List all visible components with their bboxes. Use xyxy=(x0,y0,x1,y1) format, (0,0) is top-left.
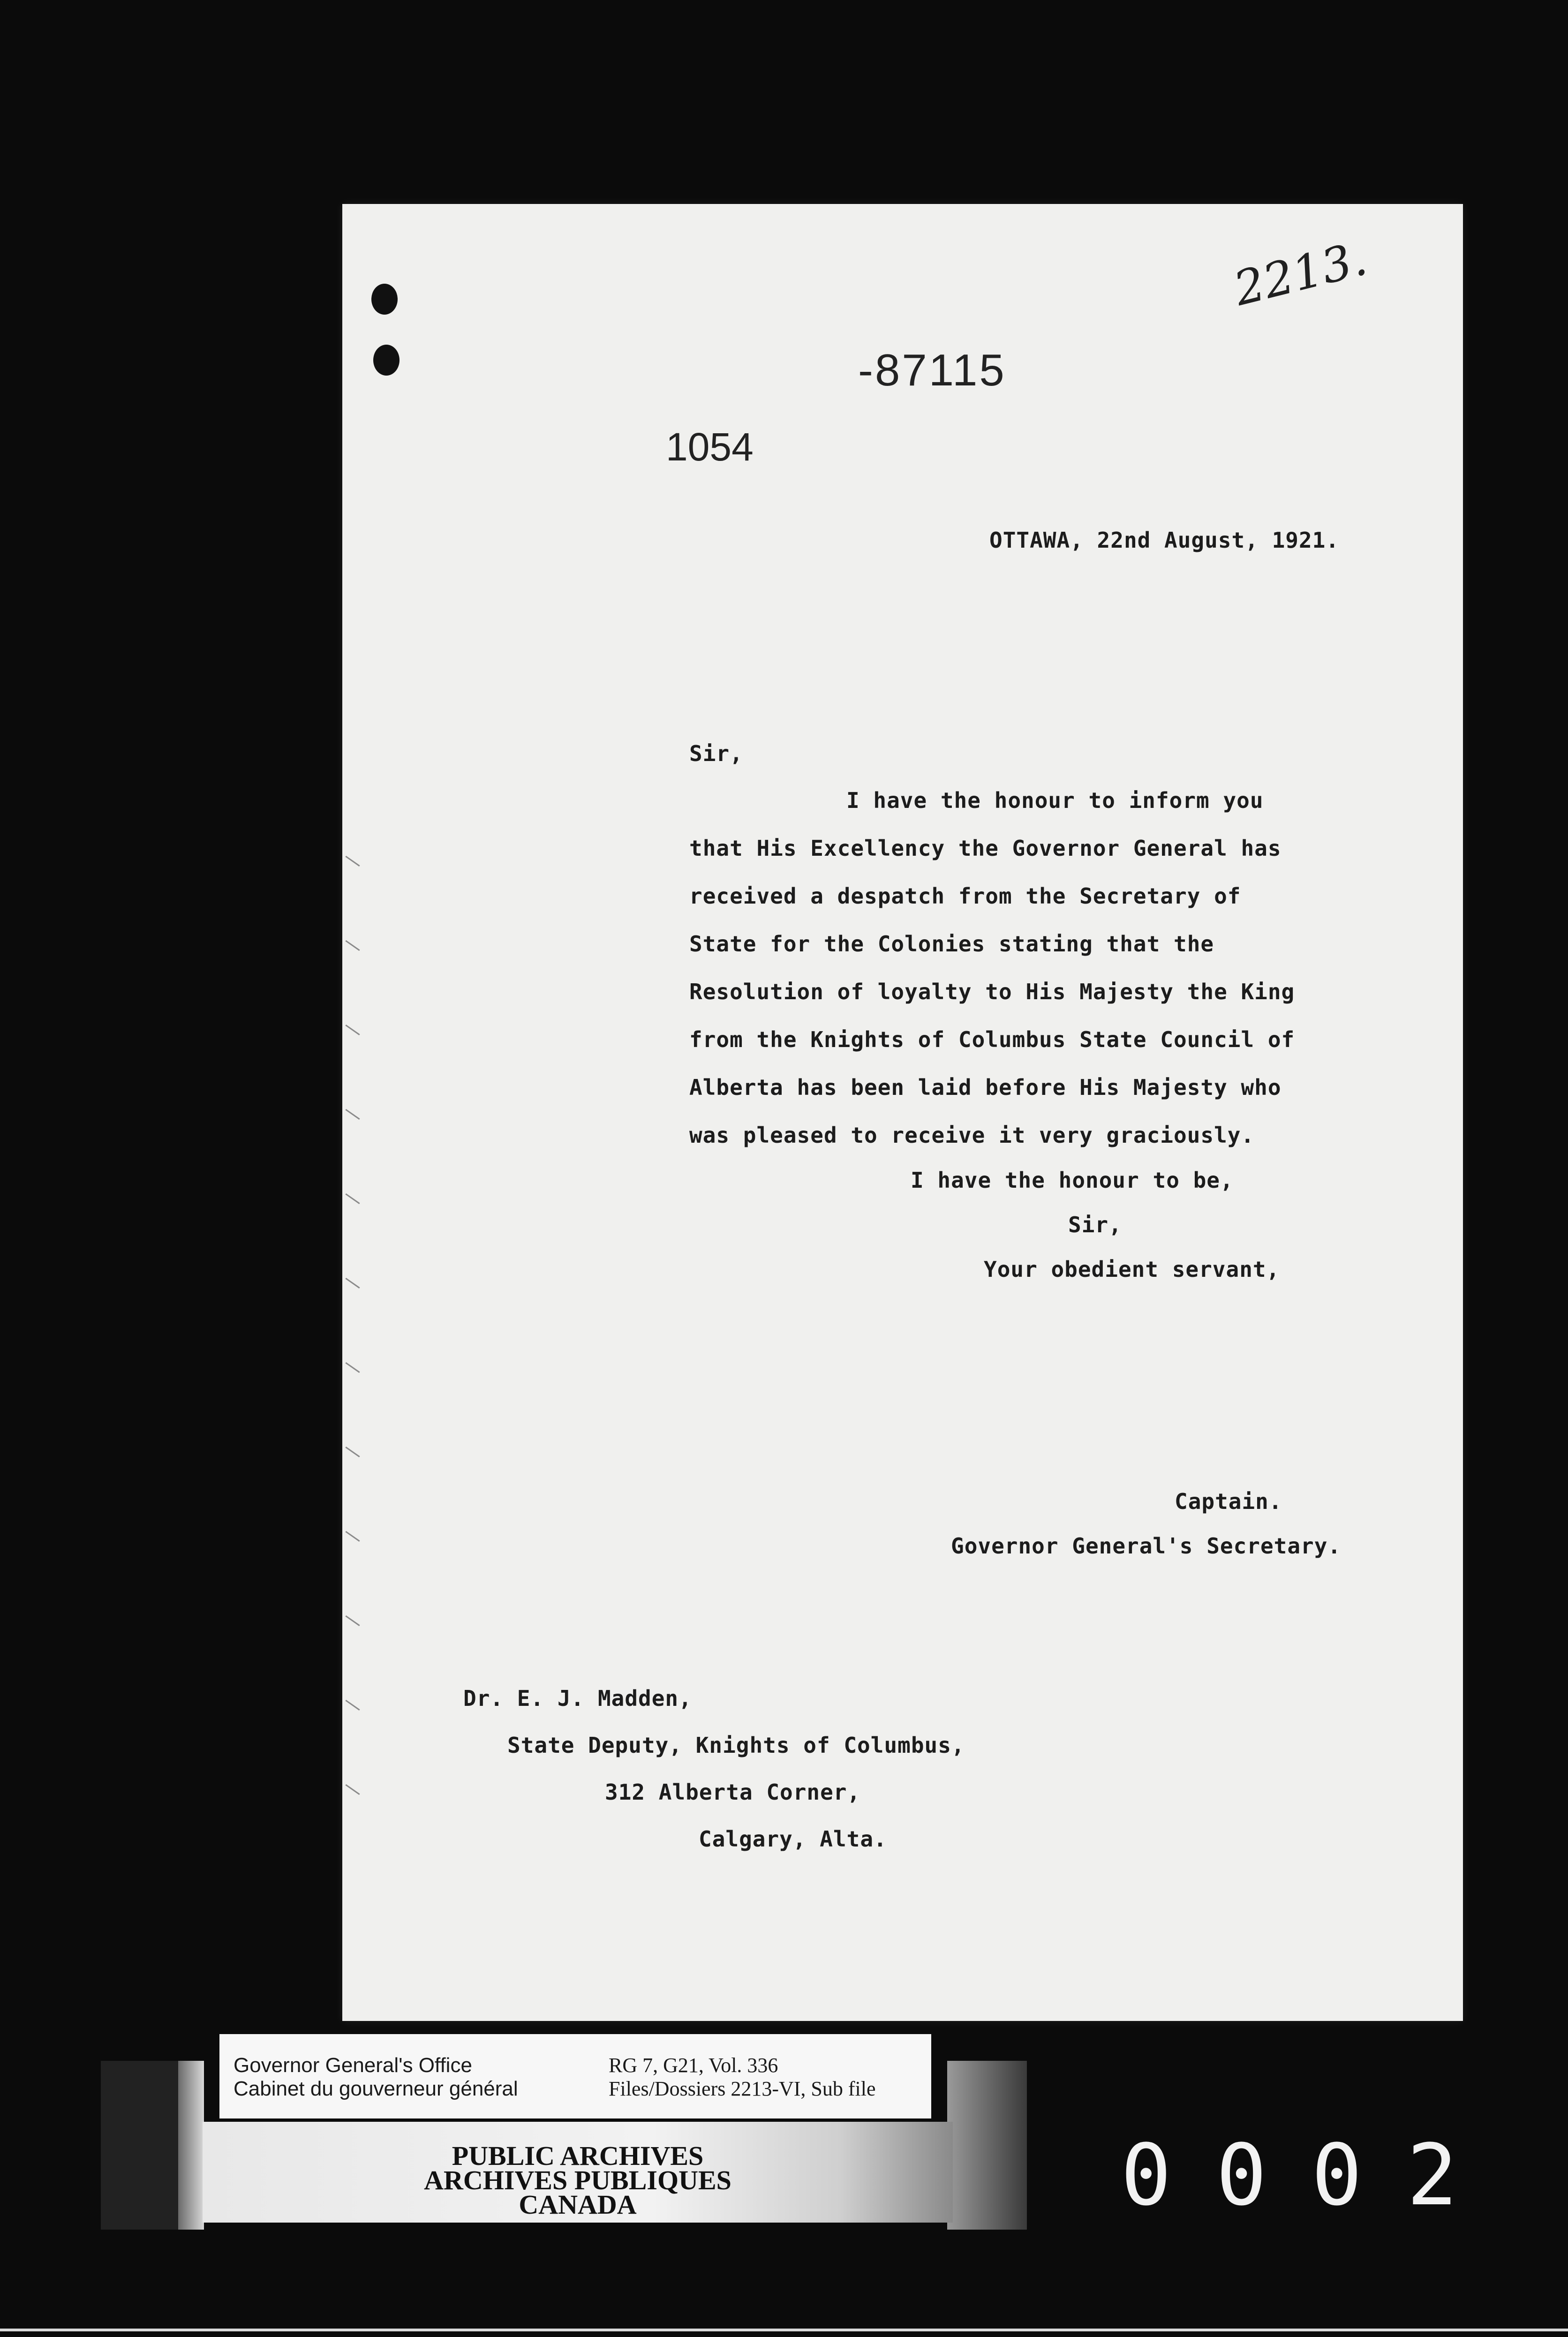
margin-mark xyxy=(345,940,360,951)
margin-mark xyxy=(345,1784,360,1795)
punch-hole-bottom xyxy=(373,345,400,376)
margin-mark xyxy=(345,1531,360,1542)
signature-title: Captain. xyxy=(1175,1489,1282,1514)
dateline: OTTAWA, 22nd August, 1921. xyxy=(989,528,1340,553)
signature-office: Governor General's Secretary. xyxy=(951,1533,1342,1559)
letter-sheet xyxy=(342,204,1463,2021)
body-line: was pleased to receive it very graciously. xyxy=(689,1123,1255,1148)
film-edge xyxy=(0,2329,1568,2331)
body-line: that His Excellency the Governor General has xyxy=(689,836,1282,861)
margin-mark xyxy=(345,1025,360,1035)
archives-title-fr: ARCHIVES PUBLIQUES xyxy=(424,2165,731,2195)
archive-reference-label xyxy=(219,2034,931,2118)
handwritten-file-number: 2213. xyxy=(1229,231,1372,317)
address-line: Calgary, Alta. xyxy=(699,1826,887,1852)
margin-mark xyxy=(345,1109,360,1120)
salutation: Sir, xyxy=(689,741,743,766)
record-group-reference: RG 7, G21, Vol. 336 xyxy=(609,2054,778,2077)
address-line: 312 Alberta Corner, xyxy=(605,1779,861,1805)
address-line: Dr. E. J. Madden, xyxy=(463,1686,692,1711)
punch-hole-top xyxy=(371,284,398,315)
stamp-number: -87115 xyxy=(858,345,1006,395)
margin-mark xyxy=(345,1615,360,1626)
office-french: Cabinet du gouverneur général xyxy=(234,2077,518,2100)
reference-number: 1054 xyxy=(666,425,754,469)
closing-line: Sir, xyxy=(1068,1212,1122,1237)
body-line: I have the honour to inform you xyxy=(846,788,1264,813)
margin-mark xyxy=(345,1278,360,1289)
body-line: from the Knights of Columbus State Council of xyxy=(689,1027,1295,1052)
body-line: State for the Colonies stating that the xyxy=(689,931,1214,957)
address-line: State Deputy, Knights of Columbus, xyxy=(507,1733,965,1758)
archives-country: CANADA xyxy=(519,2189,637,2220)
body-line: Resolution of loyalty to His Majesty the King xyxy=(689,979,1295,1004)
margin-mark xyxy=(345,1700,360,1711)
margin-mark xyxy=(345,1447,360,1457)
body-line: received a despatch from the Secretary of xyxy=(689,883,1241,909)
margin-mark xyxy=(345,856,360,867)
label-edge-strip xyxy=(178,2061,204,2230)
margin-mark xyxy=(345,1193,360,1204)
files-reference: Files/Dossiers 2213-VI, Sub file xyxy=(609,2077,876,2100)
closing-line: I have the honour to be, xyxy=(911,1168,1234,1193)
label-backing-right xyxy=(947,2061,1027,2230)
body-line: Alberta has been laid before His Majesty who xyxy=(689,1075,1282,1100)
archives-title-en: PUBLIC ARCHIVES xyxy=(452,2141,704,2171)
office-english: Governor General's Office xyxy=(234,2054,472,2077)
closing-line: Your obedient servant, xyxy=(984,1257,1280,1282)
margin-mark xyxy=(345,1362,360,1373)
frame-number: 0002 xyxy=(1121,2126,1502,2224)
